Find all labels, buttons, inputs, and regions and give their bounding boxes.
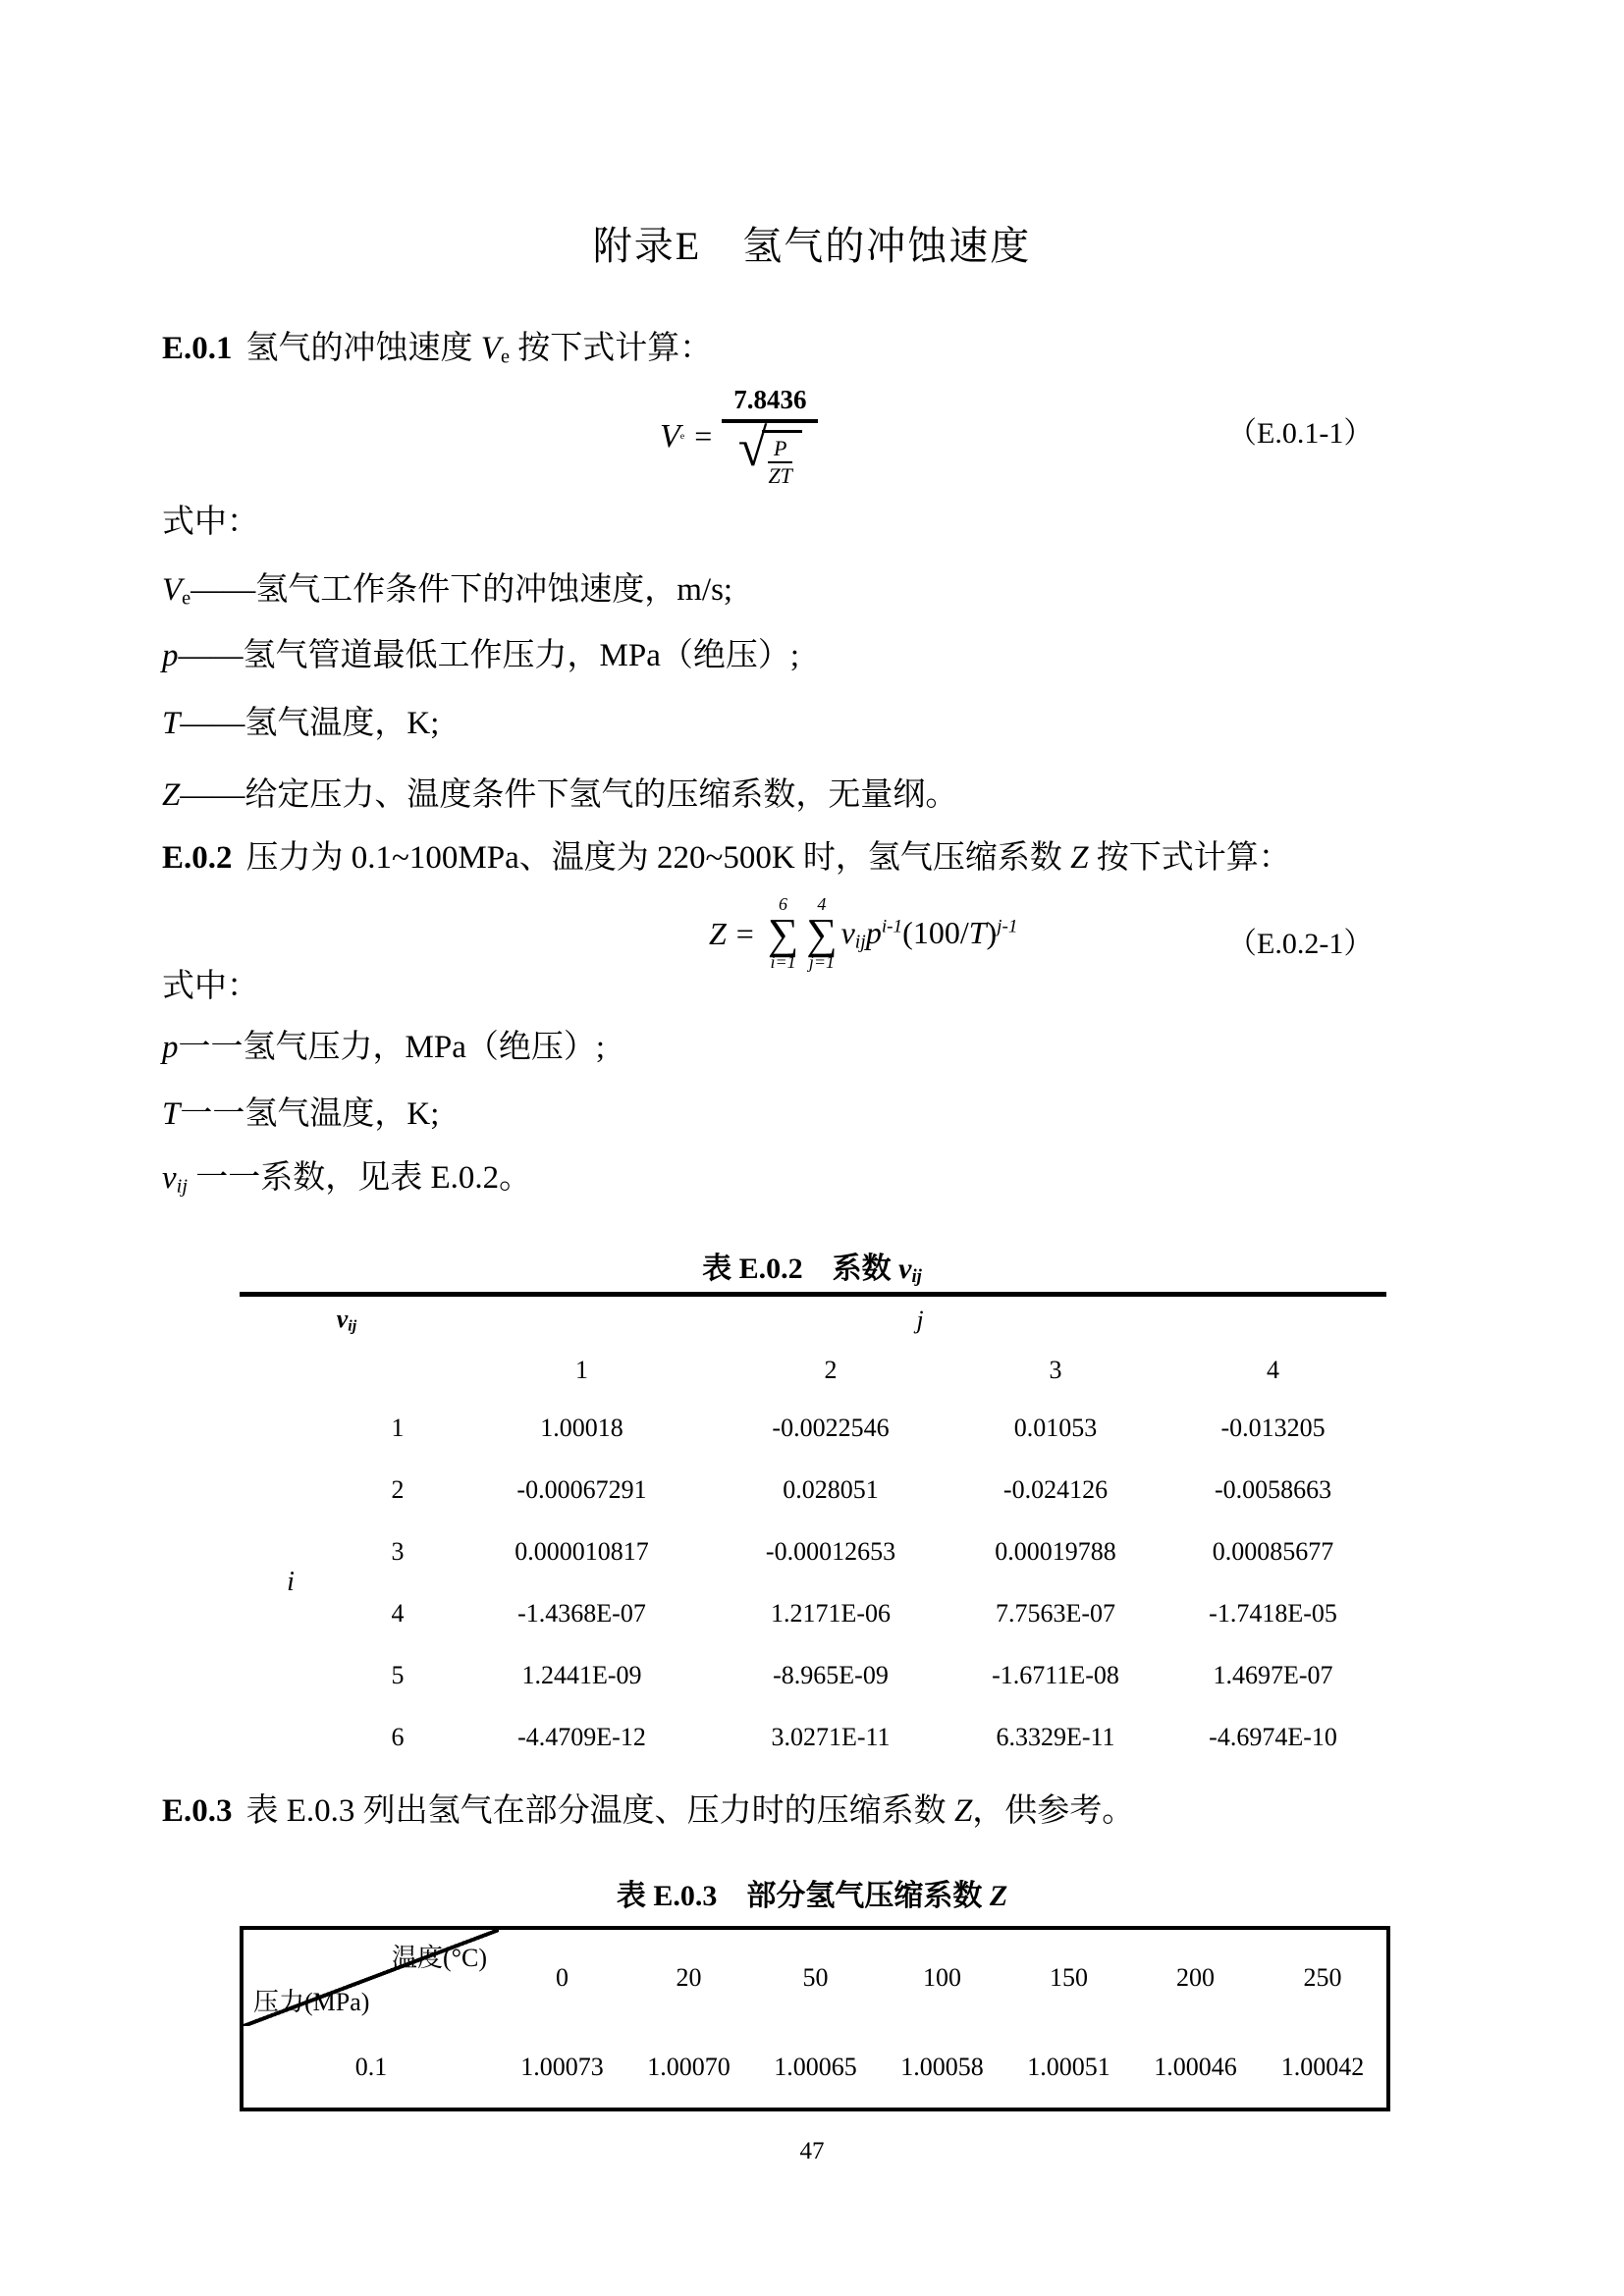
under-root	[762, 430, 801, 488]
table-e02	[240, 1297, 1386, 1768]
table-cell: 1.2171E-06	[770, 1598, 892, 1628]
table-cell: -1.4368E-07	[517, 1598, 646, 1628]
def-text: 氢气温度，K;	[244, 1096, 440, 1132]
formula-e02-lhs: Z	[709, 916, 727, 952]
def-text: 氢气工作条件下的冲蚀速度，m/s;	[255, 572, 733, 608]
def-symbol: p	[162, 638, 179, 673]
table-cell: 0.000010817	[514, 1536, 649, 1566]
table-cell: -0.024126	[1002, 1474, 1109, 1504]
var-ve-sub: e	[500, 346, 511, 368]
empty-header-cell	[240, 1344, 454, 1397]
table-cell: 1.00046	[1154, 2052, 1237, 2081]
formula-e01-lhs-sub: e	[679, 431, 685, 443]
corner-var: v	[336, 1305, 349, 1334]
table-e02-header-row	[240, 1344, 1386, 1397]
clause-e02-text-pre: 压力为 0.1~100MPa、温度为 220~500K 时，氢气压缩系数	[245, 840, 1071, 876]
clause-e03-paragraph	[162, 1789, 1134, 1833]
col-header: 100	[923, 1963, 961, 1992]
table-e03-header-row	[242, 1928, 1388, 2026]
formula-e01-fraction	[722, 385, 818, 488]
paren-open: (100/	[902, 914, 969, 950]
def-dash: ——	[180, 706, 245, 741]
table-row	[240, 1459, 1386, 1521]
col-header: 50	[802, 1963, 829, 1992]
def-symbol-sub: ij	[176, 1175, 189, 1198]
page-title: 附录E 氢气的冲蚀速度	[592, 224, 1032, 268]
definition-row-p	[162, 634, 799, 677]
sum-upper-limit: 6	[779, 894, 788, 914]
col-header: 250	[1303, 1963, 1342, 1992]
definition-row-t	[162, 702, 439, 745]
col-header: 2	[824, 1356, 838, 1384]
table-cell: 1.00070	[647, 2052, 731, 2081]
def-dash: ——	[180, 777, 245, 813]
table-row	[240, 1644, 1386, 1706]
table-cell: 0.00019788	[995, 1536, 1116, 1566]
table-e02-group-row	[240, 1297, 1386, 1344]
table-row	[240, 1521, 1386, 1582]
clause-e02-text-post: 按下式计算：	[1088, 840, 1291, 876]
table-cell: 1.4697E-07	[1213, 1660, 1333, 1689]
caption-text: 表 E.0.2 系数	[702, 1253, 899, 1285]
var-t-sup: j-1	[997, 916, 1018, 937]
table-cell: -1.7418E-05	[1209, 1598, 1337, 1628]
col-header: 200	[1176, 1963, 1215, 1992]
formula-e02-body	[841, 915, 1018, 953]
table-cell: 1.00058	[900, 2052, 984, 2081]
table-cell: -0.0022546	[772, 1413, 890, 1442]
def-text: 氢气管道最低工作压力，MPa（绝压）;	[243, 638, 800, 673]
table-cell: -8.965E-09	[773, 1660, 889, 1689]
clause-e02-paragraph	[162, 836, 1291, 880]
col-header: 0	[556, 1963, 568, 1992]
paren-close: )	[986, 914, 998, 950]
var-z: Z	[953, 1793, 973, 1829]
table-cell: 6.3329E-11	[996, 1722, 1115, 1751]
clause-e03-number: E.0.3	[162, 1793, 233, 1829]
clause-e02-number: E.0.2	[162, 840, 233, 876]
table-e02-caption	[0, 1244, 1624, 1288]
pressure-label: 压力(MPa)	[253, 1988, 370, 2016]
sigma-symbol: ∑	[767, 909, 799, 958]
pressure-value: 0.1	[354, 2052, 388, 2081]
table-row	[240, 1582, 1386, 1644]
definition-row-ve	[162, 568, 732, 620]
sum-upper-limit: 4	[817, 894, 827, 914]
row-header: 1	[391, 1413, 405, 1442]
table-e03-caption	[0, 1871, 1624, 1914]
sum-lower-limit: j=1	[808, 952, 835, 973]
caption-var: v	[898, 1253, 912, 1285]
definition-row-t2	[162, 1093, 439, 1136]
table-cell: -1.6711E-08	[992, 1660, 1119, 1689]
formula-e01-denominator	[737, 418, 802, 489]
row-group-label-i: i	[287, 1567, 295, 1597]
def-dash: ——	[178, 638, 244, 673]
table-cell: 1.00018	[540, 1413, 623, 1442]
definition-row-z	[162, 774, 957, 817]
table-cell: -0.0058663	[1214, 1474, 1332, 1504]
clause-e01-text-pre: 氢气的冲蚀速度	[245, 331, 481, 366]
corner-var-sub: ij	[348, 1317, 357, 1335]
table-cell: 0.01053	[1013, 1413, 1098, 1442]
row-header: 3	[391, 1536, 405, 1566]
col-header: 20	[676, 1963, 702, 1992]
def-text: 氢气压力，MPa（绝压）;	[243, 1030, 606, 1065]
table-cell: 1.00051	[1027, 2052, 1110, 2081]
table-cell: 1.00073	[520, 2052, 604, 2081]
row-header: 4	[391, 1598, 405, 1628]
def-dash: ——	[190, 572, 256, 608]
summation-j	[806, 895, 837, 973]
table-cell: 0.028051	[783, 1474, 879, 1504]
clause-e03-text-pre: 表 E.0.3 列出氢气在部分温度、压力时的压缩系数	[245, 1793, 954, 1829]
table-cell: 0.00085677	[1212, 1536, 1334, 1566]
caption-var: Z	[989, 1880, 1008, 1912]
col-header: 1	[575, 1356, 588, 1384]
equals-sign: =	[735, 916, 754, 952]
col-header: 4	[1267, 1356, 1280, 1384]
def-text: 系数，见表 E.0.2。	[260, 1160, 532, 1196]
table-row	[242, 2026, 1388, 2109]
var-t: T	[968, 914, 987, 950]
table-row	[240, 1706, 1386, 1768]
def-text: 氢气温度，K;	[244, 706, 440, 741]
row-header: 2	[391, 1474, 405, 1504]
def-dash: 一一	[178, 1030, 244, 1065]
def-symbol: V	[162, 572, 183, 608]
formula-e01-lhs: V	[660, 417, 680, 454]
table-cell: -0.00067291	[516, 1474, 647, 1504]
table-e03	[240, 1926, 1390, 2111]
var-vij-sub: ij	[854, 931, 866, 953]
temperature-label: 温度(°C)	[391, 1944, 487, 1972]
col-group-label-j: j	[916, 1306, 924, 1334]
table-cell: -4.4709E-12	[517, 1722, 646, 1751]
root-frac-numerator: P	[773, 436, 787, 460]
diagonal-header-cell	[242, 1928, 499, 2026]
table-cell: 1.00042	[1280, 2052, 1365, 2081]
definition-row-vij	[162, 1156, 531, 1208]
clause-e03-text-post: ，供参考。	[972, 1793, 1135, 1829]
where-label-e02: 式中：	[162, 969, 259, 1004]
radical-sign: √	[737, 418, 768, 477]
root-frac-denominator: ZT	[768, 463, 792, 489]
table-cell: 7.7563E-07	[995, 1598, 1116, 1628]
def-symbol-sub: e	[182, 587, 191, 610]
caption-text: 表 E.0.3 部分氢气压缩系数	[616, 1880, 990, 1912]
clause-e01-number: E.0.1	[162, 331, 233, 366]
clause-e01-paragraph	[162, 327, 712, 379]
def-text: 给定压力、温度条件下氢气的压缩系数，无量纲。	[244, 777, 958, 813]
summation-i	[768, 895, 798, 973]
corner-vij	[240, 1297, 454, 1344]
table-row	[240, 1397, 1386, 1459]
caption-var-sub: ij	[911, 1266, 922, 1288]
def-dash: 一一	[180, 1096, 245, 1132]
formula-e01-numerator: 7.8436	[722, 385, 818, 423]
clause-e01-text-post: 按下式计算：	[510, 331, 713, 366]
def-symbol: T	[162, 1096, 181, 1132]
equals-sign: =	[694, 418, 713, 454]
var-z: Z	[1070, 840, 1089, 876]
sum-lower-limit: i=1	[770, 952, 796, 973]
page-number: 47	[799, 2138, 825, 2164]
col-header: 3	[1049, 1356, 1062, 1384]
table-cell: -0.00012653	[765, 1536, 896, 1566]
table-cell: 3.0271E-11	[771, 1722, 891, 1751]
col-header: 150	[1050, 1963, 1088, 1992]
def-dash: 一一	[195, 1160, 261, 1196]
equation-number-e01: （E.0.1-1）	[1227, 417, 1374, 450]
table-cell: -0.013205	[1220, 1413, 1326, 1442]
table-cell: 1.2441E-09	[521, 1660, 642, 1689]
row-header: 6	[391, 1722, 405, 1751]
var-ve: V	[480, 331, 501, 366]
var-p: p	[865, 914, 882, 950]
def-symbol: Z	[162, 777, 181, 813]
definition-row-p2	[162, 1026, 605, 1069]
table-cell: 1.00065	[774, 2052, 857, 2081]
row-header: 5	[391, 1660, 405, 1689]
equation-number-e02: （E.0.2-1）	[1227, 928, 1374, 960]
var-vij: v	[840, 914, 855, 950]
table-cell: -4.6974E-10	[1209, 1722, 1337, 1751]
def-symbol: v	[162, 1160, 177, 1196]
var-p-sup: i-1	[881, 916, 903, 937]
formula-e02	[709, 895, 1017, 973]
def-symbol: p	[162, 1030, 179, 1065]
formula-e01	[660, 385, 818, 488]
sigma-symbol: ∑	[806, 909, 838, 958]
def-symbol: T	[162, 706, 181, 741]
where-label-e01: 式中：	[162, 505, 259, 540]
